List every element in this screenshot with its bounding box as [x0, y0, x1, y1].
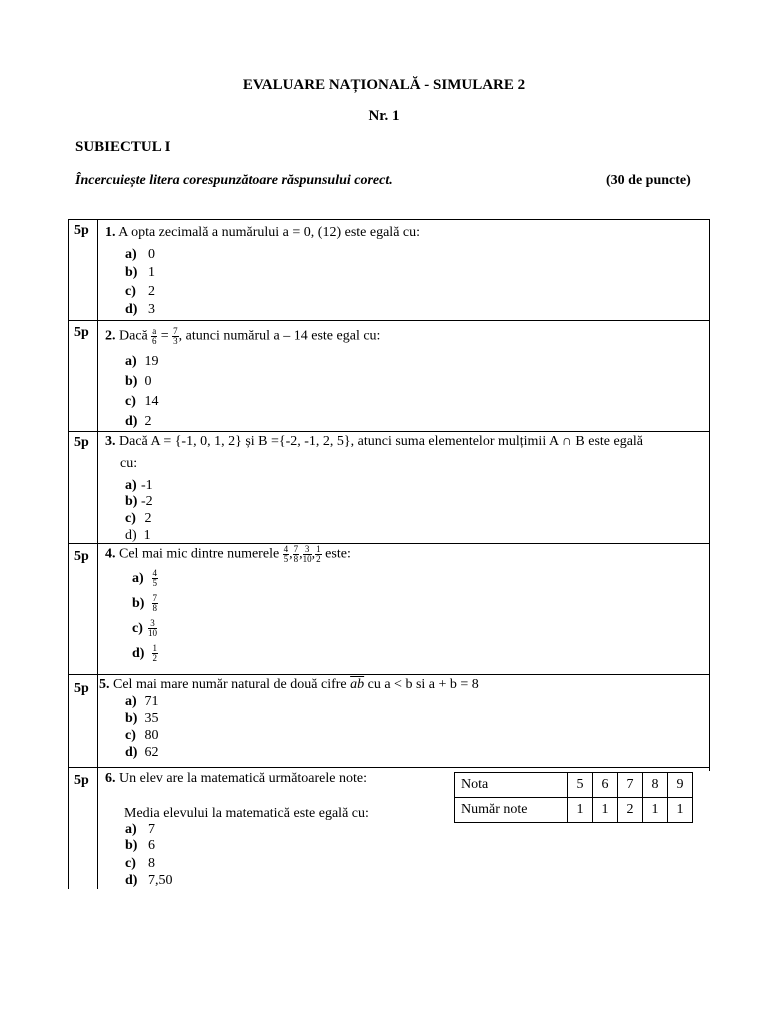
- option-b[interactable]: b) 35: [125, 711, 159, 726]
- question-points: 5p: [74, 773, 89, 788]
- row-line: [68, 431, 710, 432]
- row-line: [68, 219, 710, 220]
- option-a[interactable]: a) $\frac{4}{5}$: [132, 568, 157, 588]
- row-line: [68, 674, 710, 675]
- total-points: (30 de puncte): [606, 173, 691, 188]
- count-cell: 1: [593, 798, 618, 823]
- questions-table: [68, 219, 709, 889]
- question-points: 5p: [74, 223, 89, 238]
- count-cell: 2: [618, 798, 643, 823]
- question-5-text: [99, 677, 479, 693]
- equals-sign: =: [160, 328, 169, 344]
- grades-table: [454, 772, 693, 823]
- option-a[interactable]: a) 7: [125, 822, 155, 837]
- subject-heading: SUBIECTUL I: [75, 139, 171, 155]
- option-b[interactable]: b) 0: [125, 374, 152, 389]
- option-a[interactable]: a) -1: [125, 478, 153, 493]
- option-b[interactable]: b) 1: [125, 265, 155, 280]
- question-1-text: [105, 225, 420, 241]
- question-4-text: 4. Cel mai mic dintre numerele $\frac{4}{5}$ , $\frac{7}{8}$ , $\frac{3}{10}$ , $\frac{1}{2}$ este:: [105, 544, 351, 564]
- option-a[interactable]: a) 0: [125, 247, 155, 262]
- option-c[interactable]: c) 14: [125, 394, 159, 409]
- fraction: $\frac{3}{10}$: [302, 544, 312, 564]
- fraction: $\frac{7}{3}$: [173, 326, 178, 346]
- question-stem: este:: [325, 546, 351, 562]
- count-cell: 1: [668, 798, 693, 823]
- question-number: 2.: [105, 328, 116, 344]
- grade-cell: 6: [593, 773, 618, 798]
- question-3-text: [105, 434, 643, 450]
- option-a[interactable]: a) 71: [125, 694, 159, 709]
- option-d: d) 1: [125, 528, 151, 543]
- question-points: 5p: [74, 681, 89, 696]
- option-c[interactable]: c) 2: [125, 511, 152, 526]
- row-line: [68, 320, 710, 321]
- table-row: [455, 773, 693, 798]
- option-c[interactable]: c) 2: [125, 284, 155, 299]
- grades-row-label: Nota: [455, 773, 568, 798]
- question-number: 6.: [105, 771, 116, 786]
- question-stem: , atunci numărul a – 14 este egal cu:: [178, 328, 381, 344]
- question-points: 5p: [74, 549, 89, 564]
- fraction: $\frac{a}{6}$: [152, 326, 157, 346]
- question-stem: Cel mai mare număr natural de două cifre: [113, 677, 347, 692]
- option-d[interactable]: d) $\frac{1}{2}$: [132, 643, 157, 663]
- question-6-text: [105, 771, 367, 787]
- option-d[interactable]: d) 7,50: [125, 873, 173, 888]
- option-c[interactable]: c) $\frac{3}{10}$: [132, 618, 157, 638]
- question-stem: Dacă: [119, 328, 148, 344]
- grade-cell: 7: [618, 773, 643, 798]
- option-c[interactable]: c) 80: [125, 728, 159, 743]
- question-stem: Dacă A = {-1, 0, 1, 2} și B ={-2, -1, 2, 5}, atunci suma elementelor mulțimii A ∩ B este egală: [119, 434, 644, 449]
- fraction: $\frac{1}{2}$: [316, 544, 321, 564]
- option-b[interactable]: b) $\frac{7}{8}$: [132, 593, 157, 613]
- grade-cell: 9: [668, 773, 693, 798]
- question-2-text: [105, 327, 380, 346]
- question-number: 3.: [105, 434, 116, 449]
- row-line: [68, 767, 710, 768]
- option-a[interactable]: a) 19: [125, 354, 159, 369]
- grade-cell: 5: [568, 773, 593, 798]
- option-d[interactable]: d) 3: [125, 302, 155, 317]
- option-b[interactable]: b) -2: [125, 494, 153, 509]
- fraction: $\frac{7}{8}$: [293, 544, 299, 564]
- table-border-right: [709, 219, 710, 771]
- question-stem: cu a < b si a + b = 8: [367, 677, 479, 692]
- option-d[interactable]: d) 62: [125, 745, 159, 760]
- row-line: [68, 543, 710, 544]
- exam-number: Nr. 1: [368, 108, 400, 124]
- option-d[interactable]: d) 2: [125, 414, 152, 429]
- number-ab: $\overline{ab}$: [350, 677, 365, 692]
- question-points: 5p: [74, 325, 89, 340]
- question-stem: Cel mai mic dintre numerele: [119, 546, 280, 562]
- question-number: 5.: [99, 677, 110, 692]
- question-stem: Un elev are la matematică următoarele note:: [119, 771, 367, 786]
- option-b[interactable]: b) 6: [125, 838, 155, 853]
- count-row-label: Număr note: [455, 798, 568, 823]
- grade-cell: 8: [643, 773, 668, 798]
- page-title: EVALUARE NAȚIONALĂ - SIMULARE 2: [242, 77, 526, 93]
- count-cell: 1: [568, 798, 593, 823]
- question-6-text-cont: Media elevului la matematică este egală cu:: [124, 806, 369, 821]
- table-row: [455, 798, 693, 823]
- instruction: Încercuiește litera corespunzătoare răspunsului corect.: [75, 173, 393, 188]
- question-number: 4.: [105, 546, 116, 562]
- fraction: $\frac{4}{5}$: [283, 544, 289, 564]
- option-c[interactable]: c) 8: [125, 856, 155, 871]
- question-points: 5p: [74, 435, 89, 450]
- question-stem: A opta zecimală a numărului a = 0, (12) este egală cu:: [118, 225, 421, 240]
- question-3-text-cont: cu:: [120, 456, 138, 471]
- question-number: 1.: [105, 225, 116, 240]
- count-cell: 1: [643, 798, 668, 823]
